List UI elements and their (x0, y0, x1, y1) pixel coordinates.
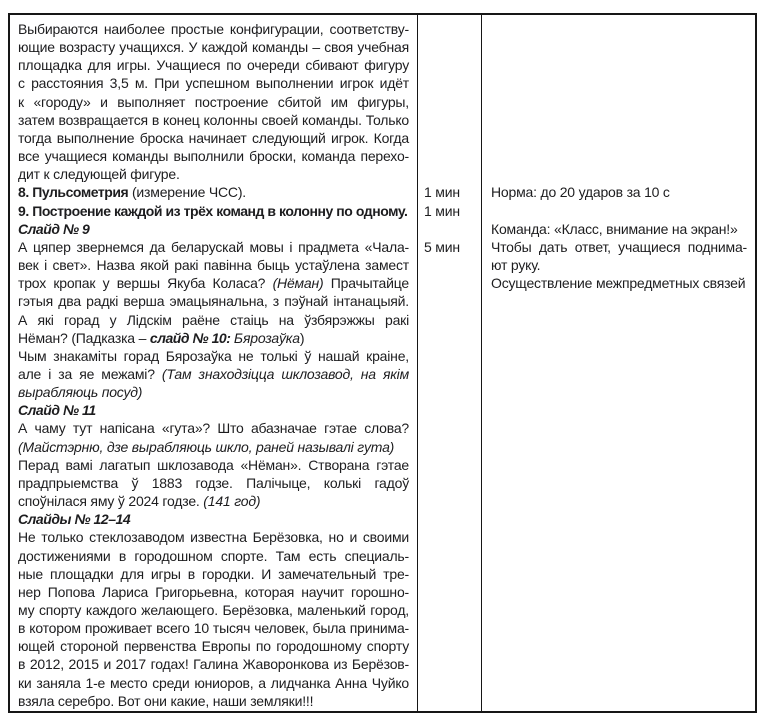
text-run: Чым знакаміты горад Бярозаўка не толькі ў нашай краіне, (18, 347, 409, 364)
activity-column (10, 15, 418, 711)
activity-text-line (18, 292, 409, 310)
duration-value (424, 202, 478, 220)
activity-text-line (18, 456, 409, 474)
text-run: Прачытайце (323, 275, 409, 292)
activity-text-line (18, 111, 409, 129)
text-run: Выбираются наиболее простые конфигурации, соответству- (18, 21, 409, 37)
text-run: ют руку. (491, 257, 541, 274)
activity-text-line (18, 419, 409, 437)
text-run: с расстояния 3,5 м. При успешном выполнении игрок идёт (18, 75, 409, 92)
text-run: тогда выполнение броска начинает следующий игрок. Когда (18, 129, 409, 146)
text-run: Не только стеклозаводом известна Берёзовка, но и своими (18, 529, 409, 546)
activity-text-line (18, 56, 409, 74)
text-run: затем возвращается в конец колонны своей команды. Только (18, 111, 409, 128)
duration-value (424, 183, 478, 201)
activity-text-line (18, 220, 409, 238)
text-run: вырабляюць посуд) (18, 384, 143, 401)
activity-text-line (18, 365, 409, 383)
text-run: 8. Пульсометрия (18, 184, 129, 201)
text-run: ющей стороной первенства Европы по городошному спорту (18, 638, 409, 655)
activity-text-line (18, 347, 409, 365)
activity-text-line (18, 547, 409, 565)
text-run: (Майстэрню, дзе вырабляюць шкло, раней называлі гута) (18, 438, 395, 455)
text-run: дит к следующей фигуре. (18, 166, 180, 183)
text-run: ки заняла 1-е место среди юниоров, а лидчанка Анна Чуйко (18, 674, 409, 691)
activity-text-line (18, 510, 409, 528)
text-run: А які горад у Лідскім раёне стаіць на ўзбярэжжы ракі (18, 311, 409, 328)
text-run: Осуществление межпредметных связей (491, 275, 746, 292)
lesson-plan-table (8, 13, 757, 713)
text-run: Нёман? (Падказка – (18, 329, 150, 346)
text-run: (Нёман) (272, 275, 324, 292)
text-run: в 2012, 2015 и 2017 годах! Галина Жаворонкова из Берёзов- (18, 656, 409, 673)
text-run: нер Попова Лариса Григорьевна, которая научит горошно- (18, 583, 409, 600)
text-run: ные площадки для игры в городки. И замечательный тре- (18, 565, 409, 582)
text-run: Команда: «Класс, внимание на экран!» (491, 220, 738, 237)
activity-text-line (18, 383, 409, 401)
text-run: прадпрыемства ў 1883 годзе. Палічыце, колькі гадоў (18, 474, 409, 491)
notes-column (482, 15, 755, 711)
duration-value (424, 238, 478, 256)
activity-text-line (18, 202, 409, 220)
text-run: Слайд № 11 (18, 402, 96, 419)
text-run: 1 мин (424, 202, 460, 219)
activity-text-line (18, 147, 409, 165)
text-run: 5 мин (424, 238, 460, 255)
text-run: площадка для игры. Учащиеся по очереди сбивают фигуру (18, 57, 409, 74)
text-run: достижениями в городошном спорте. Там есть специаль- (18, 547, 409, 564)
activity-text-line (18, 528, 409, 546)
activity-text-line (18, 20, 409, 38)
activity-text-line (18, 129, 409, 147)
activity-text-line (18, 274, 409, 292)
activity-text-line (18, 674, 409, 692)
activity-text-line (18, 74, 409, 92)
text-run: 1 мин (424, 184, 460, 201)
text-run: век і свет». Назва якой ракі павінна быць устаўлена замест (18, 257, 409, 274)
activity-text-line (18, 401, 409, 419)
text-run: ющие возрасту учащихся. У каждой команды – своя учебная (18, 39, 409, 56)
text-run: к «городу» и выполняет построение сбитой им фигуры, (18, 93, 409, 110)
activity-text-line (18, 329, 409, 347)
text-run: все учащиеся команды выполнили броски, команда перехо- (18, 148, 409, 165)
activity-text-line (18, 583, 409, 601)
activity-text-line (18, 492, 409, 510)
activity-text-line (18, 438, 409, 456)
note-text-line (491, 256, 747, 274)
activity-text-line (18, 655, 409, 673)
text-run: А чаму тут напісана «гута»? Што абазначае гэтае слова? (18, 420, 409, 437)
activity-text-line (18, 165, 409, 183)
text-run: му спорту каждого желающего. Берёзовка, маленький город, (18, 602, 409, 618)
note-text-line (491, 183, 747, 201)
text-run: гэтыя два радкі верша эмацыянальна, з пэўнай інтанацыяй. (18, 293, 409, 310)
text-run: Перад вамі лагатып шклозавода «Нёман». Створана гэтае (18, 456, 409, 473)
text-run: (измерение ЧСС). (128, 184, 246, 201)
note-text-line (491, 274, 747, 292)
text-run: Чтобы дать ответ, учащиеся поднима- (491, 238, 747, 255)
activity-text-line (18, 38, 409, 56)
text-run: (141 год) (203, 493, 261, 510)
text-run: А цяпер звернемся да беларускай мовы і прадмета «Чала- (18, 238, 409, 255)
activity-text-line (18, 93, 409, 111)
text-run: Бярозаўка (233, 329, 300, 346)
activity-text-line (18, 183, 409, 201)
text-run: Норма: до 20 ударов за 10 с (491, 184, 670, 201)
text-run: в котором проживает всего 10 тысяч человек, была принима- (18, 620, 409, 637)
text-run: ) (299, 329, 305, 346)
text-run: але і за яе межамі? (18, 365, 162, 382)
text-run: слайд № 10: (149, 329, 234, 346)
text-run: взяла серебро. Вот они какие, наши земляки!!! (18, 692, 314, 709)
activity-text-line (18, 692, 409, 710)
activity-text-line (18, 619, 409, 637)
text-run: трох кропак у вершы Якуба Коласа? (18, 275, 273, 292)
note-text-line (491, 238, 747, 256)
activity-text-line (18, 311, 409, 329)
text-run: 9. Построение каждой из трёх команд в колонну по одному. (18, 202, 408, 219)
activity-text-line (18, 474, 409, 492)
text-run: (Там знаходзіцца шклозавод, на якім (161, 365, 409, 382)
text-run: Слайды № 12–14 (18, 511, 131, 528)
activity-text-line (18, 601, 409, 619)
activity-text-line (18, 637, 409, 655)
note-text-line (491, 220, 747, 238)
activity-text-line (18, 238, 409, 256)
text-run: Слайд № 9 (18, 220, 90, 237)
activity-text-line (18, 565, 409, 583)
text-run: споўнілася яму ў 2024 годзе. (18, 493, 204, 510)
activity-text-line (18, 256, 409, 274)
duration-column (418, 15, 482, 711)
